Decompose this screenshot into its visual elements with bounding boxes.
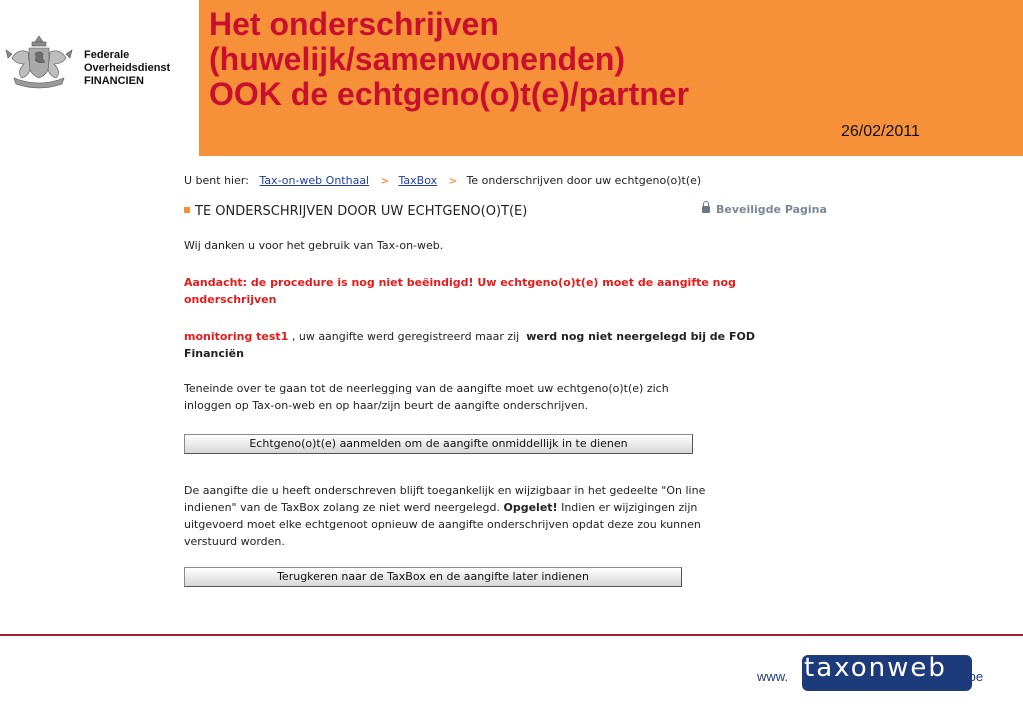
register-spouse-button[interactable]: Echtgeno(o)t(e) aanmelden om de aangifte onmiddellijk in te dienen: [184, 434, 693, 454]
org-line: Overheidsdienst: [84, 62, 171, 74]
attention-line: onderschrijven: [184, 293, 277, 306]
logo-brand-box: [802, 655, 972, 691]
slide-title-line: Het onderschrijven: [209, 6, 499, 42]
back-to-taxbox-button[interactable]: Terugkeren naar de TaxBox en de aangifte later indienen: [184, 567, 682, 587]
status-text: , uw aangifte werd geregistreerd maar zij: [288, 330, 523, 343]
footer-divider: [0, 634, 1023, 636]
breadcrumb-current: Te onderschrijven door uw echtgeno(o)t(e): [466, 174, 702, 187]
taxpayer-name: monitoring test1: [184, 330, 289, 343]
instruction-line: Teneinde over te gaan tot de neerlegging van de aangifte moet uw echtgeno(o)t(e) zich: [184, 382, 669, 395]
logo-www: www.: [757, 669, 789, 684]
info-text: [184, 482, 705, 550]
instruction-text: [184, 380, 669, 414]
breadcrumb-arrow-icon: >: [380, 176, 390, 187]
organisation-name: [84, 49, 170, 88]
instruction-line: inloggen op Tax-on-web en op haar/zijn beurt de aangifte onderschrijven.: [184, 399, 589, 412]
section-heading: [184, 204, 527, 219]
breadcrumb-arrow-icon: >: [448, 176, 458, 187]
attention-line: Aandacht: de procedure is nog niet beëindigd! Uw echtgeno(o)t(e) moet de aangifte nog: [184, 276, 736, 289]
info-line: verstuurd worden.: [184, 535, 285, 548]
slide-title-line: OOK de echtgeno(o)t(e)/partner: [209, 76, 690, 112]
slide-title-line: (huwelijk/samenwonenden): [209, 41, 626, 77]
bullet-icon: [184, 207, 190, 213]
attention-message: [184, 274, 736, 308]
warning-label: Opgelet!: [503, 501, 558, 514]
thanks-text: Wij danken u voor het gebruik van Tax-on-web.: [184, 239, 444, 252]
slide-date: 26/02/2011: [841, 123, 920, 140]
coat-of-arms-logo: [0, 34, 78, 90]
secure-page-indicator: [702, 203, 827, 216]
status-message: [184, 328, 755, 362]
secure-page-label: Beveiligde Pagina: [716, 203, 827, 216]
org-line: Federale: [84, 49, 130, 61]
breadcrumb: [184, 174, 701, 187]
title-banner: [199, 0, 1023, 156]
info-line: uitgevoerd moet elke echtgenoot opnieuw de aangifte onderschrijven opdat deze zou kunnen: [184, 518, 701, 531]
breadcrumb-link-taxbox[interactable]: TaxBox: [398, 174, 438, 187]
logo-tld: .be: [965, 669, 984, 684]
breadcrumb-link-onthaal[interactable]: Tax-on-web Onthaal: [259, 174, 370, 187]
status-bold-line2: Financiën: [184, 347, 244, 360]
org-line: FINANCIEN: [84, 75, 144, 87]
status-bold: werd nog niet neergelegd bij de FOD: [526, 330, 755, 343]
section-heading-text: TE ONDERSCHRIJVEN DOOR UW ECHTGENO(O)T(E): [195, 204, 528, 219]
info-line: De aangifte die u heeft onderschreven blijft toegankelijk en wijzigbaar in het gedeelte "On line: [184, 484, 706, 497]
info-line-2: indienen" van de TaxBox zolang ze niet werd neergelegd. Opgelet! Indien er wijzigingen zijn: [184, 501, 698, 514]
lock-icon: [702, 206, 710, 213]
slide-title: [209, 7, 689, 112]
breadcrumb-prefix: U bent hier:: [184, 174, 249, 187]
logo-brand: taxonweb: [804, 653, 947, 683]
